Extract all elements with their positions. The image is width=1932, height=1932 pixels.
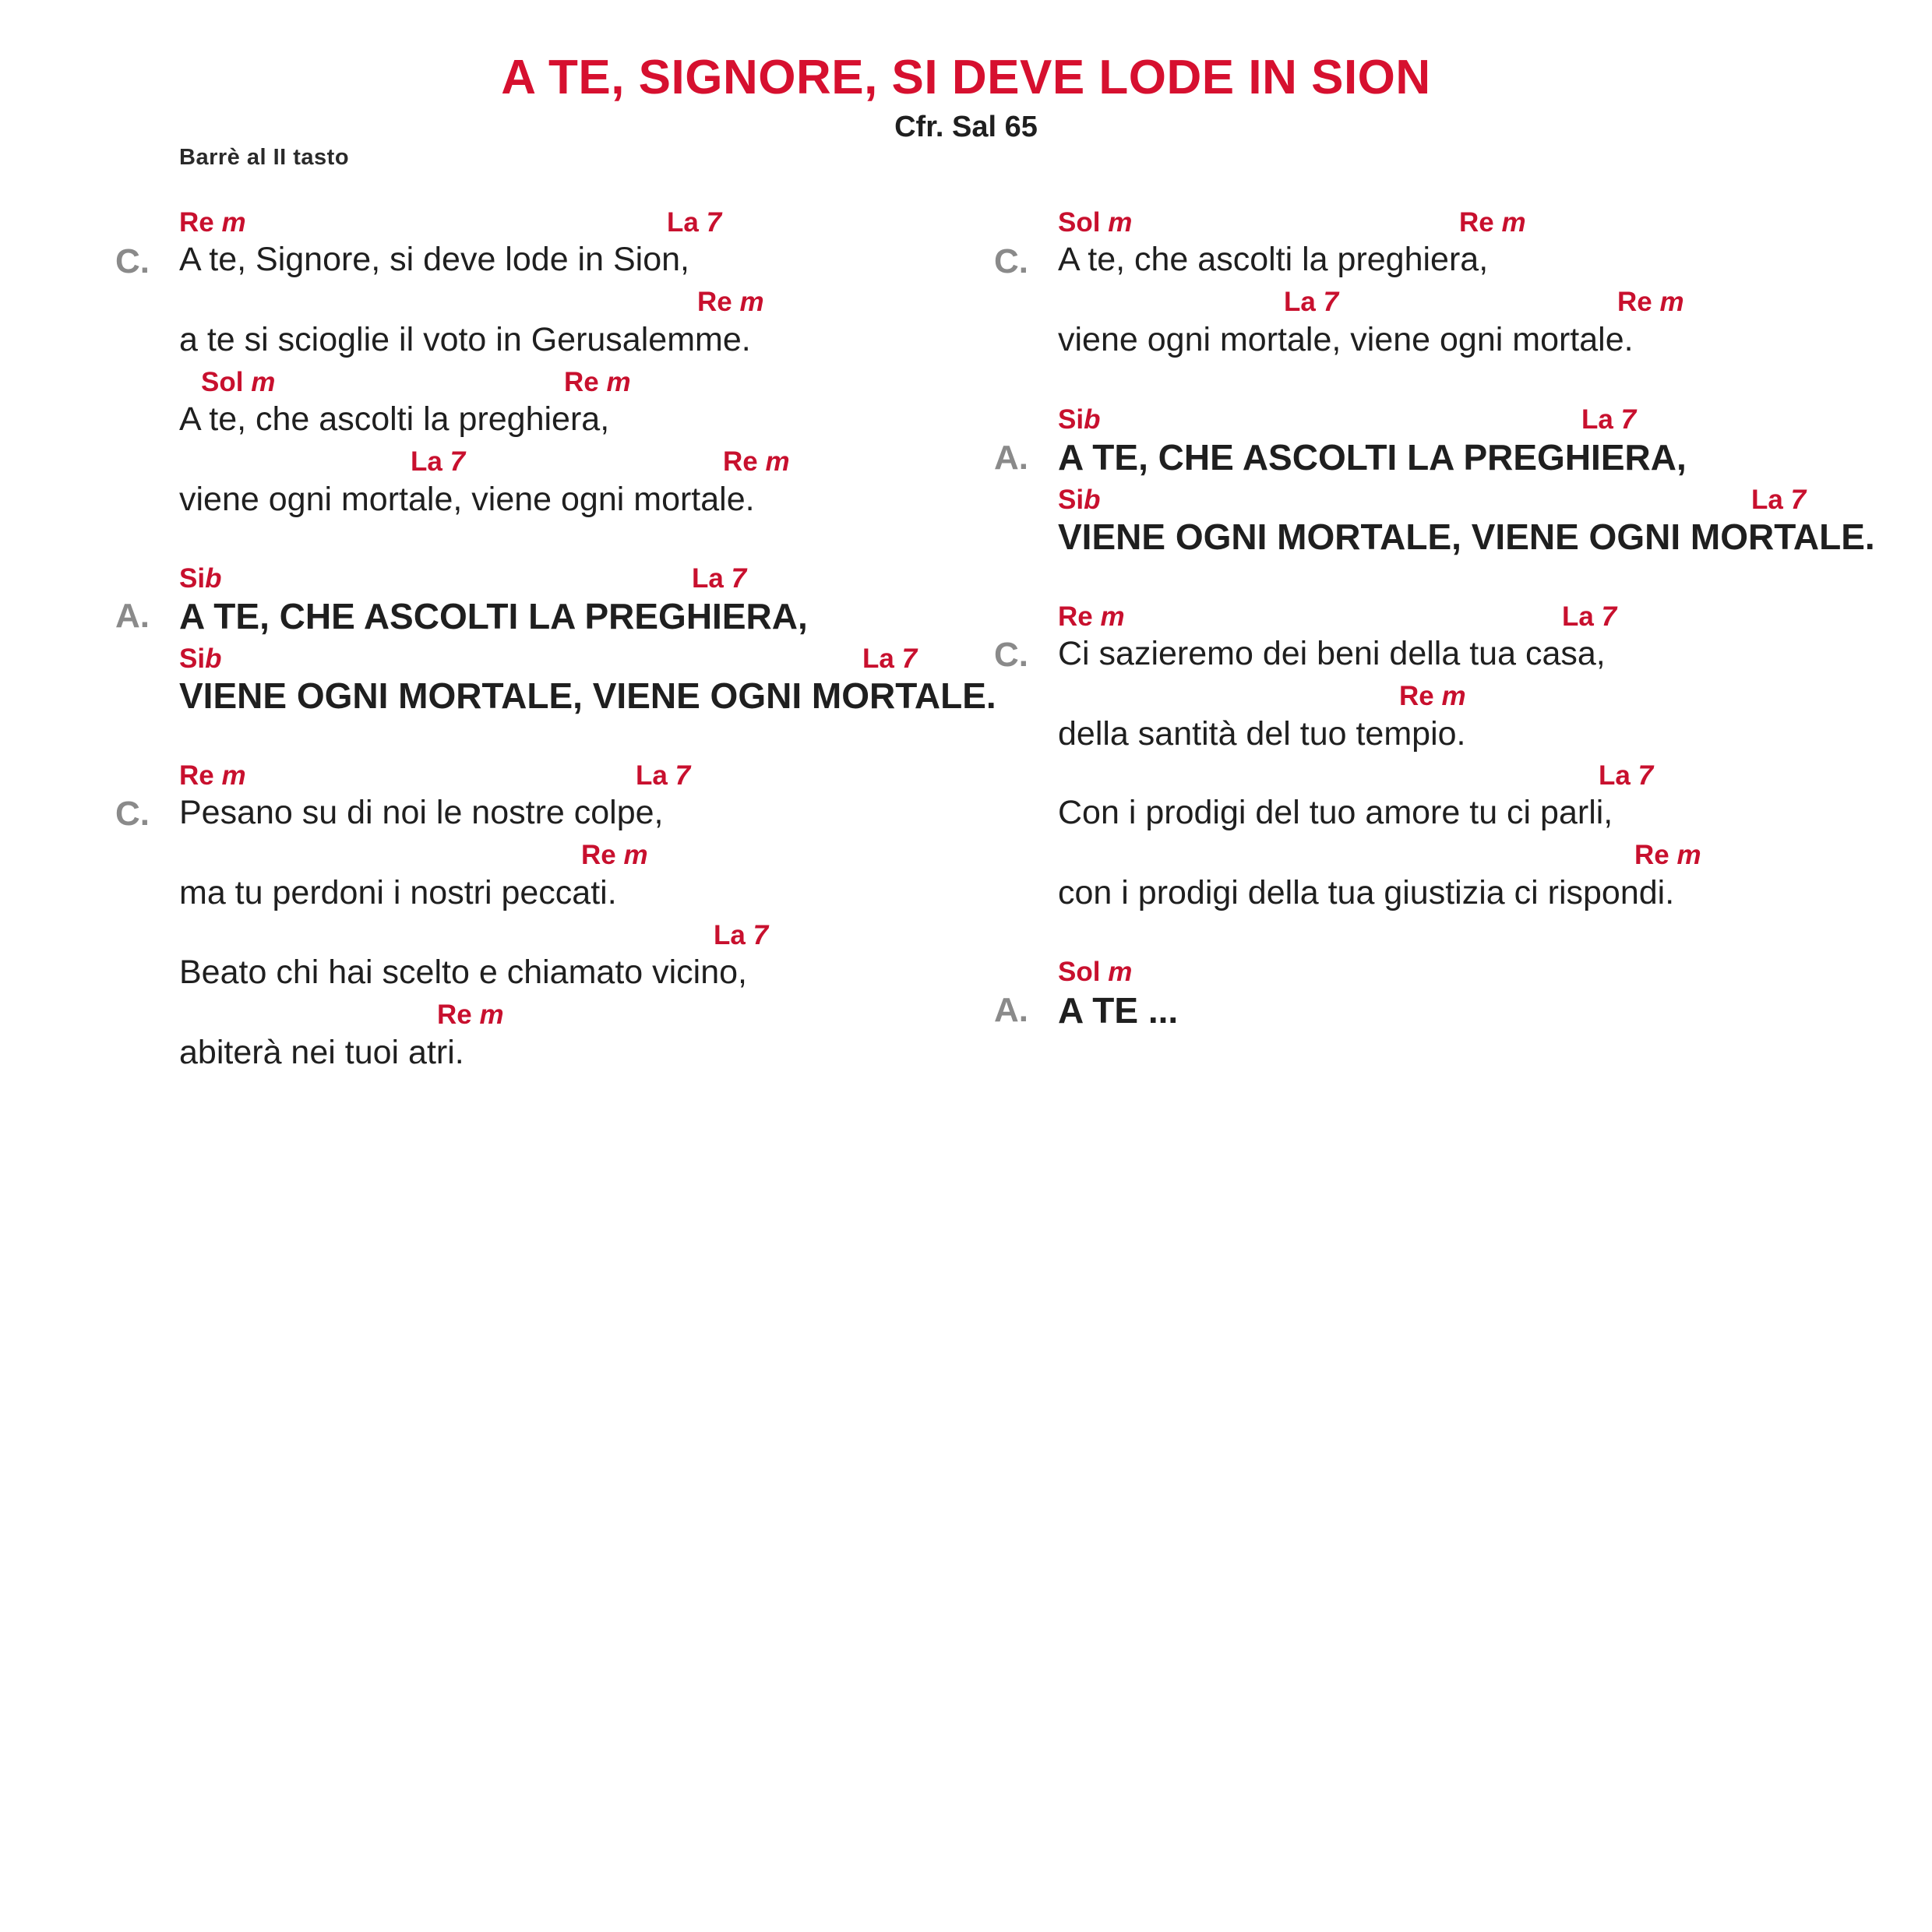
refrain-line: VIENE OGNI MORTALE, VIENE OGNI MORTALE. bbox=[1058, 516, 1875, 557]
lyric-line: con i prodigi della tua giustizia ci rispondi. bbox=[1058, 874, 1675, 911]
psalm-reference: Cfr. Sal 65 bbox=[894, 111, 1038, 143]
chord: Re m bbox=[581, 840, 648, 870]
lyric-line: A te, che ascolti la preghiera, bbox=[1058, 241, 1489, 278]
refrain-line: A TE, CHE ASCOLTI LA PREGHIERA, bbox=[1058, 437, 1687, 478]
lyric-line: Beato chi hai scelto e chiamato vicino, bbox=[179, 954, 748, 991]
chord: Re m bbox=[1399, 681, 1466, 711]
chord: La 7 bbox=[411, 446, 466, 477]
lyric-line: A te, che ascolti la preghiera, bbox=[179, 400, 610, 438]
lyric-line: Pesano su di noi le nostre colpe, bbox=[179, 794, 664, 831]
chord: La 7 bbox=[714, 920, 769, 950]
chord: La 7 bbox=[1751, 485, 1807, 515]
chord: Sib bbox=[1058, 485, 1101, 515]
role-label-cantor: C. bbox=[994, 636, 1028, 674]
chord: Sib bbox=[179, 643, 222, 674]
chord: Sol m bbox=[1058, 957, 1133, 987]
chord: Re m bbox=[1459, 207, 1526, 238]
chord: Re m bbox=[1617, 287, 1684, 317]
lyric-line: viene ogni mortale, viene ogni mortale. bbox=[1058, 321, 1634, 358]
refrain-line: A TE, CHE ASCOLTI LA PREGHIERA, bbox=[179, 596, 808, 636]
chord: Re m bbox=[1634, 840, 1701, 870]
chord: Re m bbox=[723, 446, 790, 477]
role-label-assembly: A. bbox=[994, 439, 1028, 477]
lyric-line: abiterà nei tuoi atri. bbox=[179, 1034, 464, 1071]
lyric-line: Ci sazieremo dei beni della tua casa, bbox=[1058, 635, 1606, 672]
chord: Re m bbox=[1058, 601, 1125, 632]
chord: La 7 bbox=[1562, 601, 1617, 632]
chord: La 7 bbox=[667, 207, 722, 238]
lyric-line: Con i prodigi del tuo amore tu ci parli, bbox=[1058, 794, 1613, 831]
refrain-line: VIENE OGNI MORTALE, VIENE OGNI MORTALE. bbox=[179, 675, 996, 716]
role-label-assembly: A. bbox=[115, 597, 150, 635]
chord: La 7 bbox=[636, 760, 691, 791]
lyric-line: a te si scioglie il voto in Gerusalemme. bbox=[179, 321, 751, 358]
chord: Sib bbox=[179, 563, 222, 594]
chord: La 7 bbox=[1284, 287, 1339, 317]
chord: Sib bbox=[1058, 404, 1101, 435]
role-label-cantor: C. bbox=[994, 242, 1028, 280]
chord: Re m bbox=[179, 207, 246, 238]
song-title: A TE, SIGNORE, SI DEVE LODE IN SION bbox=[501, 51, 1431, 104]
lyric-line: ma tu perdoni i nostri peccati. bbox=[179, 874, 617, 911]
refrain-cue: A TE ... bbox=[1058, 990, 1179, 1031]
chord: Re m bbox=[179, 760, 246, 791]
chord: La 7 bbox=[1599, 760, 1654, 791]
chord: Re m bbox=[437, 999, 504, 1030]
role-label-assembly: A. bbox=[994, 991, 1028, 1029]
chord: La 7 bbox=[692, 563, 747, 594]
chord: Sol m bbox=[1058, 207, 1133, 238]
role-label-cantor: C. bbox=[115, 795, 150, 833]
lyric-line: viene ogni mortale, viene ogni mortale. bbox=[179, 481, 755, 518]
chord: Re m bbox=[564, 367, 631, 397]
role-label-cantor: C. bbox=[115, 242, 150, 280]
capo-note: Barrè al II tasto bbox=[179, 145, 350, 170]
chord: Re m bbox=[697, 287, 764, 317]
chord: La 7 bbox=[862, 643, 918, 674]
lyric-line: A te, Signore, si deve lode in Sion, bbox=[179, 241, 689, 278]
chord: Sol m bbox=[201, 367, 276, 397]
lyric-line: della santità del tuo tempio. bbox=[1058, 715, 1466, 753]
chord: La 7 bbox=[1581, 404, 1637, 435]
